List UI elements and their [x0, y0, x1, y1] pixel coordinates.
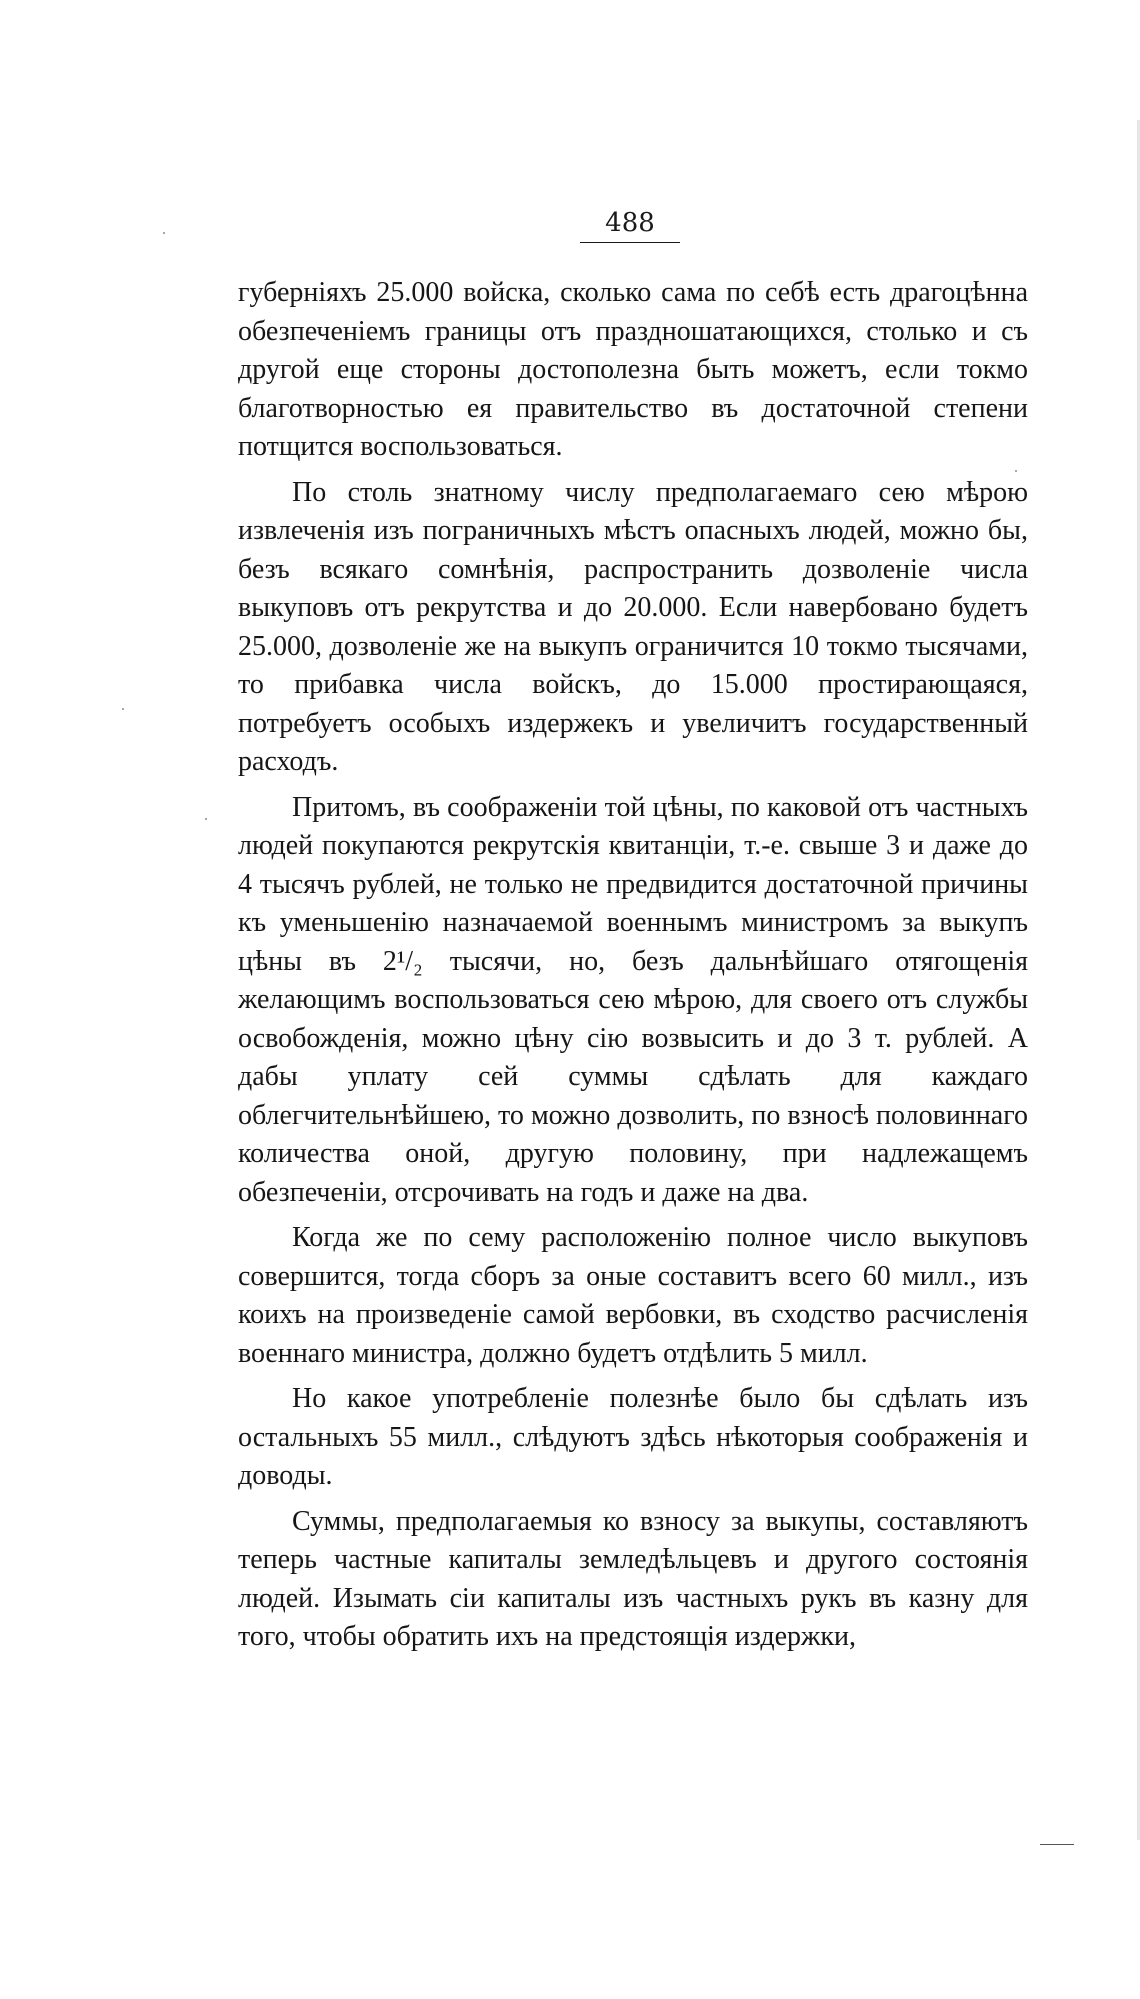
paragraph: Когда же по сему расположенію полное число выкуповъ совершится, тогда сборъ за оные составитъ всего 60 милл., изъ коихъ на произведеніе самой вербовки, въ сходство расчисленія военнаго министра, должно будетъ отдѣлить 5 милл. — [238, 1222, 1028, 1369]
paragraph: Но какое употребленіе полезнѣе было бы сдѣлать изъ остальныхъ 55 милл., слѣдуютъ здѣсь нѣкоторыя соображенія и доводы. — [238, 1383, 1028, 1491]
scan-speck — [205, 818, 207, 820]
scan-speck — [1015, 470, 1017, 472]
margin-mark — [1040, 1844, 1074, 1845]
paragraph-continued: губерніяхъ 25.000 войска, сколько сама по себѣ есть драгоцѣнна обезпеченіемъ границы отъ праздношатающихся, столько и съ другой еще стороны достополезна быть можетъ, если токмо благотворностью ея правительство въ достаточной степени потщится воспользоваться. — [238, 277, 1028, 462]
scan-speck — [122, 708, 124, 710]
paragraph: По столь знатному числу предполагаемаго сею мѣрою извлеченія изъ пограничныхъ мѣстъ опасныхъ людей, можно бы, безъ всякаго сомнѣнія, распространить дозволеніе числа выкуповъ отъ рекрутства и до 20.000. Если навербовано будетъ 25.000, дозволеніе же на выкупъ ограничится 10 токмо тысячами, то прибавка числа войскъ, до 15.000 простирающаяся, потребуетъ особыхъ издержекъ и увеличитъ государственный расходъ. — [238, 476, 1028, 777]
body-text — [238, 274, 1028, 1657]
paragraph: Притомъ, въ соображеніи той цѣны, по каковой отъ частныхъ людей покупаются рекрутскія квитанціи, т.-е. свыше 3 и даже до 4 тысячъ рублей, не только не предвидится достаточной причины къ уменьшенію назначаемой военнымъ министромъ за выкупъ цѣны въ 2¹/₂ тысячи, но, безъ дальнѣйшаго отягощенія желающимъ воспользоваться сею мѣрою, для своего отъ службы освобожденія, можно цѣну сію возвысить и до 3 т. рублей. А дабы уплату сей суммы сдѣлать для каждаго облегчительнѣйшею, то можно дозволить, по взносѣ половиннаго количества оной, другую половину, при надлежащемъ обезпеченіи, отсрочивать на годъ и даже на два. — [238, 791, 1028, 1208]
paragraph: Суммы, предполагаемыя ко взносу за выкупы, составляютъ теперь частные капиталы земледѣльцевъ и другого состоянія людей. Изымать сіи капиталы изъ частныхъ рукъ въ казну для того, чтобы обратить ихъ на предстоящія издержки, — [238, 1505, 1028, 1652]
scan-speck — [163, 232, 165, 234]
page-number: 488 — [580, 208, 680, 243]
